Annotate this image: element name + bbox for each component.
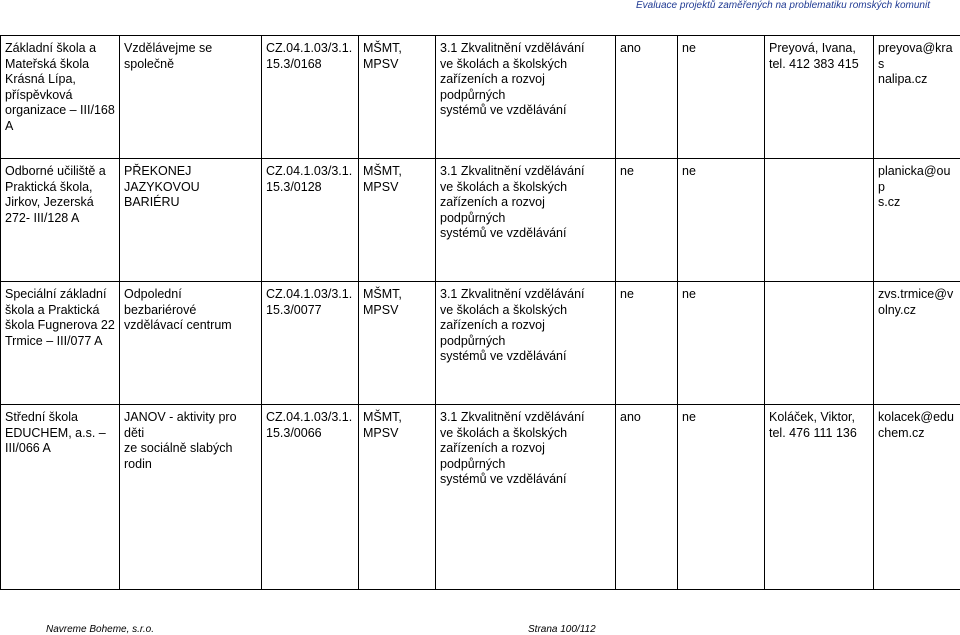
answer-cell-2: ne xyxy=(678,36,765,159)
project-name-cell: Vzdělávejme se společně xyxy=(120,36,262,159)
footer-company: Navreme Boheme, s.r.o. xyxy=(46,624,155,635)
project-name-cell: Odpolední bezbariérové vzdělávací centrum xyxy=(120,282,262,405)
answer-cell-2: ne xyxy=(678,282,765,405)
projects-table xyxy=(0,35,960,590)
project-name-cell: PŘEKONEJ JAZYKOVOU BARIÉRU xyxy=(120,159,262,282)
answer-cell-2: ne xyxy=(678,159,765,282)
footer-page-number: Strana 100/112 xyxy=(528,624,596,635)
measure-cell: 3.1 Zkvalitnění vzdělávání ve školách a školských zařízeních a rozvoj podpůrných systémů ve vzdělávání xyxy=(436,282,616,405)
project-code-cell: CZ.04.1.03/3.1. 15.3/0128 xyxy=(262,159,359,282)
project-code-cell: CZ.04.1.03/3.1. 15.3/0077 xyxy=(262,282,359,405)
provider-cell: MŠMT, MPSV xyxy=(359,405,436,590)
project-code-cell: CZ.04.1.03/3.1. 15.3/0168 xyxy=(262,36,359,159)
project-code-cell: CZ.04.1.03/3.1. 15.3/0066 xyxy=(262,405,359,590)
answer-cell-1: ne xyxy=(616,282,678,405)
school-cell: Odborné učiliště a Praktická škola, Jirkov, Jezerská 272- III/128 A xyxy=(1,159,120,282)
school-cell: Základní škola a Mateřská škola Krásná Lípa, příspěvková organizace – III/168 A xyxy=(1,36,120,159)
answer-cell-1: ne xyxy=(616,159,678,282)
answer-cell-2: ne xyxy=(678,405,765,590)
email-cell: kolacek@edu chem.cz xyxy=(874,405,960,590)
measure-cell: 3.1 Zkvalitnění vzdělávání ve školách a školských zařízeních a rozvoj podpůrných systémů ve vzdělávání xyxy=(436,36,616,159)
contact-cell xyxy=(765,282,874,405)
measure-cell: 3.1 Zkvalitnění vzdělávání ve školách a školských zařízeních a rozvoj podpůrných systémů ve vzdělávání xyxy=(436,405,616,590)
contact-cell: Koláček, Viktor, tel. 476 111 136 xyxy=(765,405,874,590)
school-cell: Speciální základní škola a Praktická škola Fugnerova 22 Trmice – III/077 A xyxy=(1,282,120,405)
table-row xyxy=(1,159,960,282)
contact-cell xyxy=(765,159,874,282)
contact-cell: Preyová, Ivana, tel. 412 383 415 xyxy=(765,36,874,159)
table-row xyxy=(1,282,960,405)
answer-cell-1: ano xyxy=(616,405,678,590)
school-cell: Střední škola EDUCHEM, a.s. – III/066 A xyxy=(1,405,120,590)
email-cell: planicka@oup s.cz xyxy=(874,159,960,282)
answer-cell-1: ano xyxy=(616,36,678,159)
provider-cell: MŠMT, MPSV xyxy=(359,159,436,282)
document-header: Evaluace projektů zaměřených na problematiku romských komunit xyxy=(635,0,930,11)
table-row xyxy=(1,36,960,159)
provider-cell: MŠMT, MPSV xyxy=(359,282,436,405)
email-cell: preyova@kras nalipa.cz xyxy=(874,36,960,159)
table-row xyxy=(1,405,960,590)
email-cell: zvs.trmice@v olny.cz xyxy=(874,282,960,405)
measure-cell: 3.1 Zkvalitnění vzdělávání ve školách a školských zařízeních a rozvoj podpůrných systémů ve vzdělávání xyxy=(436,159,616,282)
project-name-cell: JANOV - aktivity pro děti ze sociálně slabých rodin xyxy=(120,405,262,590)
provider-cell: MŠMT, MPSV xyxy=(359,36,436,159)
